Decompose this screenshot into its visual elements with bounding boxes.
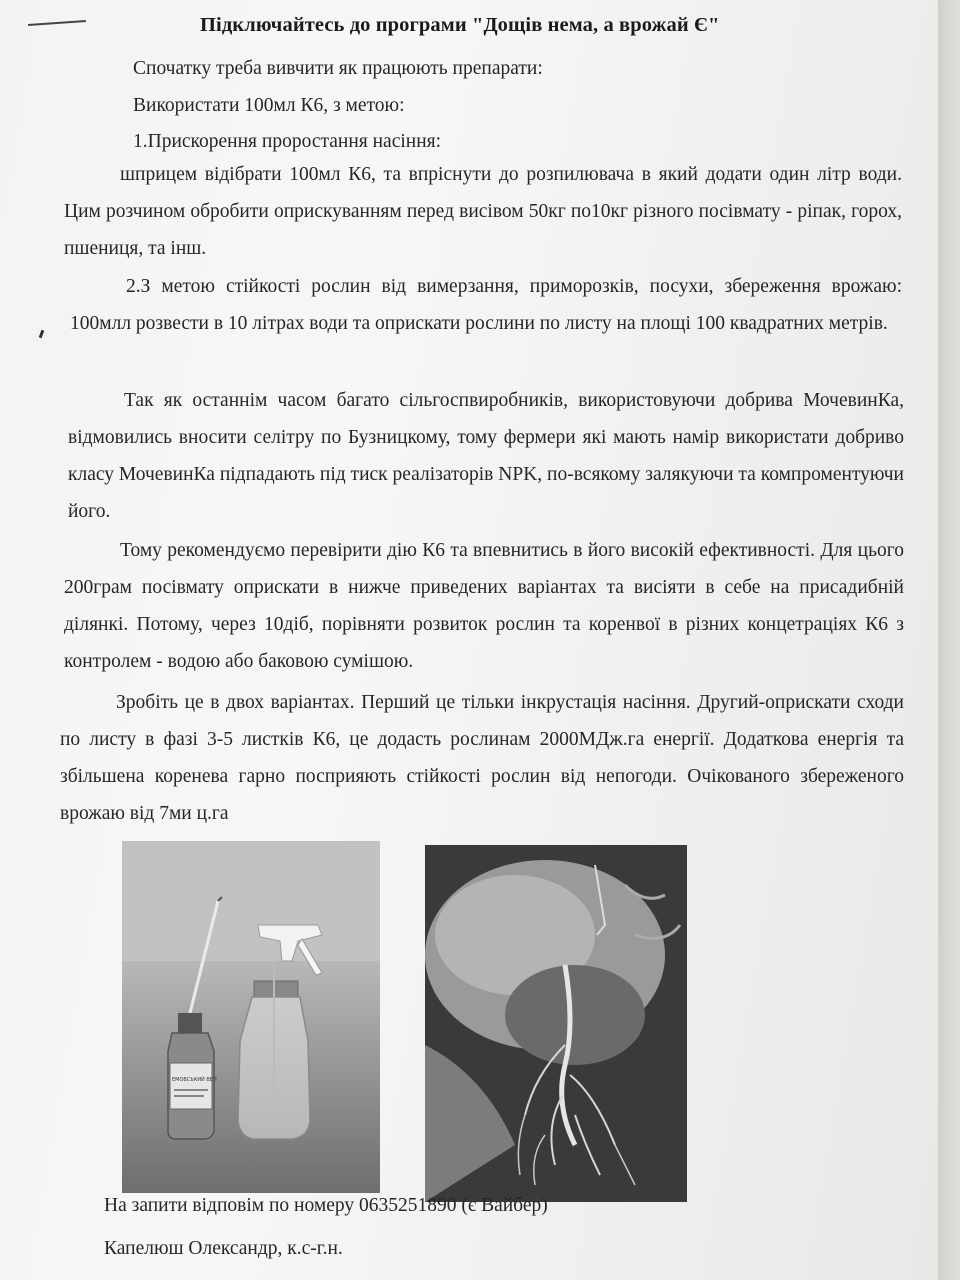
intro-line-2: Використати 100мл К6, з метою: bbox=[133, 95, 405, 116]
paragraph-two-variants-text: Зробіть це в двох варіантах. Перший це тільки інкрустація насіння. Другий-оприскати сходи по листу в фазі 3-5 листків К6, це додасть рослинам 2000МДж.га енергії. Додаткова енергія та збільшена коренева гарно посприяють стійкості рослин від непогоди. Очікованого збереженого врожаю від 7ми ц.га bbox=[60, 692, 904, 824]
paragraph-two-variants bbox=[60, 684, 904, 832]
paragraph-spray-seeds-text: шприцем відібрати 100мл К6, та впріснути до розпилювача в який додати один літр води. Цим розчином обробити оприскуванням перед висівом 50кг по10кг різного посівмату - ріпак, горох, пшениця, та інш. bbox=[64, 164, 902, 259]
pen-mark bbox=[28, 20, 86, 26]
paragraph-recommendation-text: Тому рекомендуємо перевірити дію К6 та впевнитись в його високій ефективності. Для цього 200грам посівмату оприскати в нижче приведених варіантах та висіяти в себе на присадибній ділянкі. Потому, через 10діб, порівняти розвиток рослин та коренвої в різних концетраціях К6 з контролем - водою або баковою сумішою. bbox=[64, 540, 904, 672]
bottle-label-text: ЕМОВСЬКИЙ ВЕЛ bbox=[172, 1077, 217, 1083]
pen-dot bbox=[39, 330, 45, 339]
document-title: Підключайтесь до програми "Дощів нема, а врожай Є" bbox=[200, 14, 720, 36]
paragraph-fertilizer bbox=[68, 382, 904, 530]
paragraph-frost-resistance-text: 2.З метою стійкості рослин від вимерзання, приморозків, посухи, збереження врожаю: 100млл розвести в 10 літрах води та оприскати рослини по листу на площі 100 квадратних метрів. bbox=[70, 276, 902, 334]
intro-line-1: Спочатку треба вивчити як працюють препарати: bbox=[133, 58, 543, 79]
paragraph-spray-seeds bbox=[64, 156, 902, 267]
author-line: Капелюш Олександр, к.с-г.н. bbox=[104, 1238, 343, 1259]
paragraph-frost-resistance bbox=[70, 268, 902, 342]
paragraph-fertilizer-text: Так як останнім часом багато сільгоспвиробників, використовуючи добрива МочевинКа, відмовились вносити селітру по Бузницкому, тому фермери які мають намір використати добриво класу МочевинКа підпадають під тиск реалізаторів NPK, по-всякому залякуючи та компроментуючи його. bbox=[68, 390, 904, 522]
photo-bottle-and-sprayer bbox=[122, 841, 380, 1193]
background-edge bbox=[938, 0, 960, 1280]
item1-heading: 1.Прискорення проростання насіння: bbox=[133, 131, 442, 152]
photo-roots-in-hand bbox=[425, 845, 687, 1202]
contact-line: На запити відповім по номеру 0635251890 (є Вайбер) bbox=[104, 1195, 548, 1216]
paragraph-recommendation bbox=[64, 532, 904, 680]
